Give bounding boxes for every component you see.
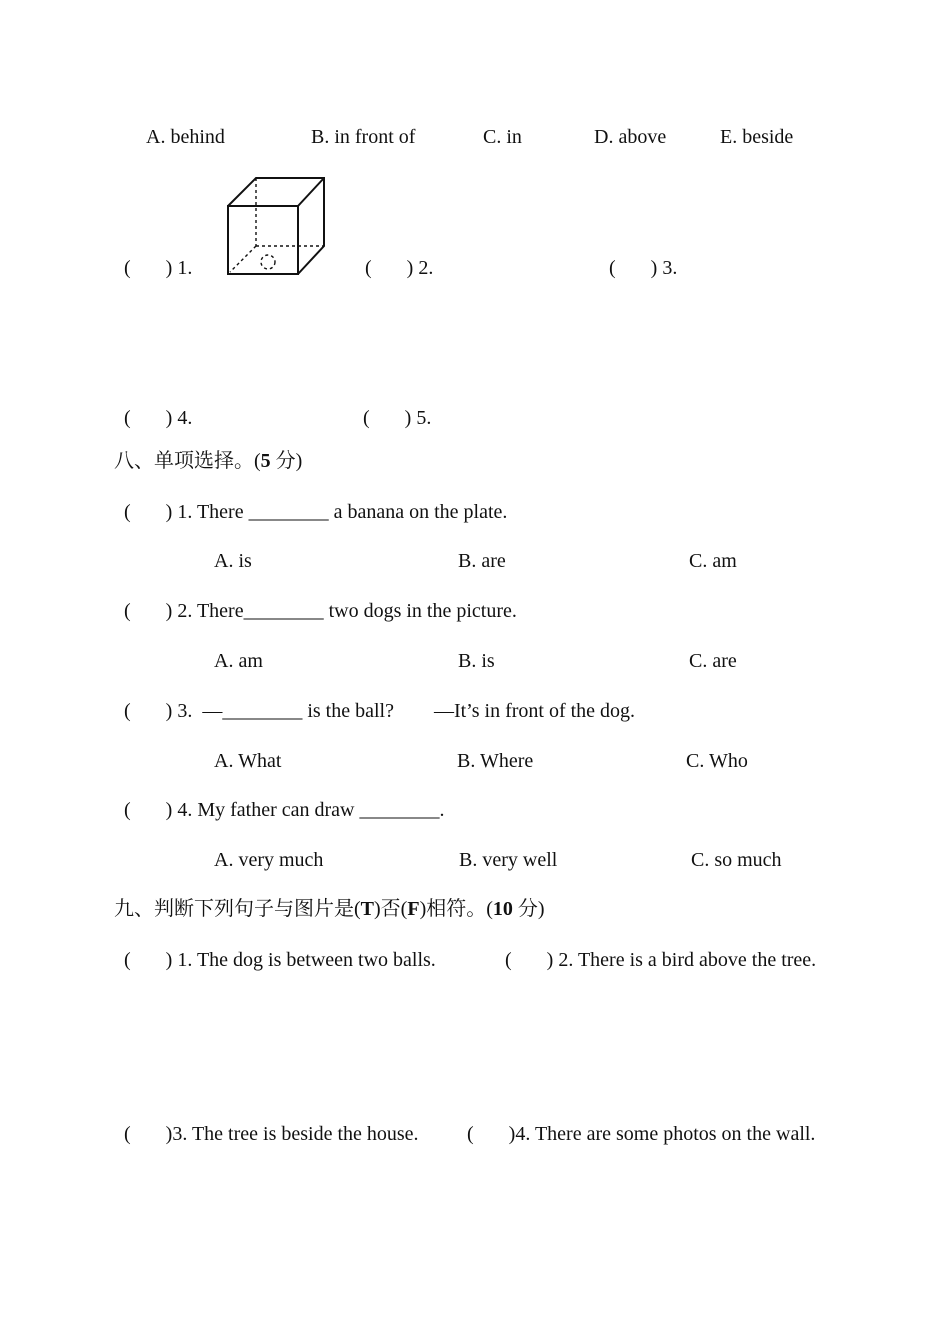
section-9-true-mark: T [360, 898, 375, 920]
picture-item-4[interactable]: ( ) 4. [124, 407, 193, 429]
mc-q1-option-c: C. am [689, 550, 737, 572]
section-8-title [114, 449, 302, 473]
section-8-title-prefix: 八、单项选择。( [114, 450, 261, 472]
tf-item-2[interactable]: ( ) 2. There is a bird above the tree. [505, 949, 817, 971]
mc-question-4[interactable]: ( ) 4. My father can draw ________. [124, 799, 445, 821]
mc-q4-option-a: A. very much [214, 849, 324, 871]
tf-item-3[interactable]: ( )3. The tree is beside the house. [124, 1123, 419, 1145]
option-in: C. in [483, 126, 522, 148]
mc-q1-option-b: B. are [458, 550, 506, 572]
tf-item-4[interactable]: ( )4. There are some photos on the wall. [467, 1123, 816, 1145]
option-beside: E. beside [720, 126, 794, 148]
option-above: D. above [594, 126, 667, 148]
cube-hidden-diagonal [230, 246, 256, 272]
option-in-front-of: B. in front of [311, 126, 416, 148]
section-8-title-suffix: 分) [270, 450, 303, 472]
section-9-middle: )否( [374, 898, 408, 920]
option-behind: A. behind [146, 126, 225, 148]
section-8-score: 5 [260, 450, 271, 472]
picture-item-5[interactable]: ( ) 5. [363, 407, 432, 429]
mc-q3-option-c: C. Who [686, 750, 748, 772]
section-9-middle-2: )相符。( [419, 898, 493, 920]
section-9-title-suffix: 分) [512, 898, 545, 920]
ball-icon [261, 255, 275, 269]
mc-q3-option-a: A. What [214, 750, 282, 772]
section-9-title-prefix: 九、判断下列句子与图片是( [114, 898, 361, 920]
tf-item-1[interactable]: ( ) 1. The dog is between two balls. [124, 949, 436, 971]
mc-q2-option-b: B. is [458, 650, 495, 672]
mc-q4-option-c: C. so much [691, 849, 782, 871]
section-9-false-mark: F [407, 898, 420, 920]
picture-item-2[interactable]: ( ) 2. [365, 257, 434, 279]
cube-ball-picture [226, 176, 328, 278]
section-9-score: 10 [492, 898, 513, 920]
cube-top-edge [298, 178, 324, 206]
mc-q3-option-b: B. Where [457, 750, 534, 772]
mc-question-1[interactable]: ( ) 1. There ________ a banana on the plate. [124, 501, 508, 523]
picture-item-1[interactable]: ( ) 1. [124, 257, 193, 279]
mc-q2-option-c: C. are [689, 650, 737, 672]
mc-q4-option-b: B. very well [459, 849, 558, 871]
section-9-title [114, 897, 545, 921]
mc-q2-option-a: A. am [214, 650, 263, 672]
mc-question-2[interactable]: ( ) 2. There________ two dogs in the picture. [124, 600, 517, 622]
mc-q1-option-a: A. is [214, 550, 252, 572]
picture-item-3[interactable]: ( ) 3. [609, 257, 678, 279]
mc-question-3[interactable]: ( ) 3. —________ is the ball? —It’s in front of the dog. [124, 700, 636, 722]
